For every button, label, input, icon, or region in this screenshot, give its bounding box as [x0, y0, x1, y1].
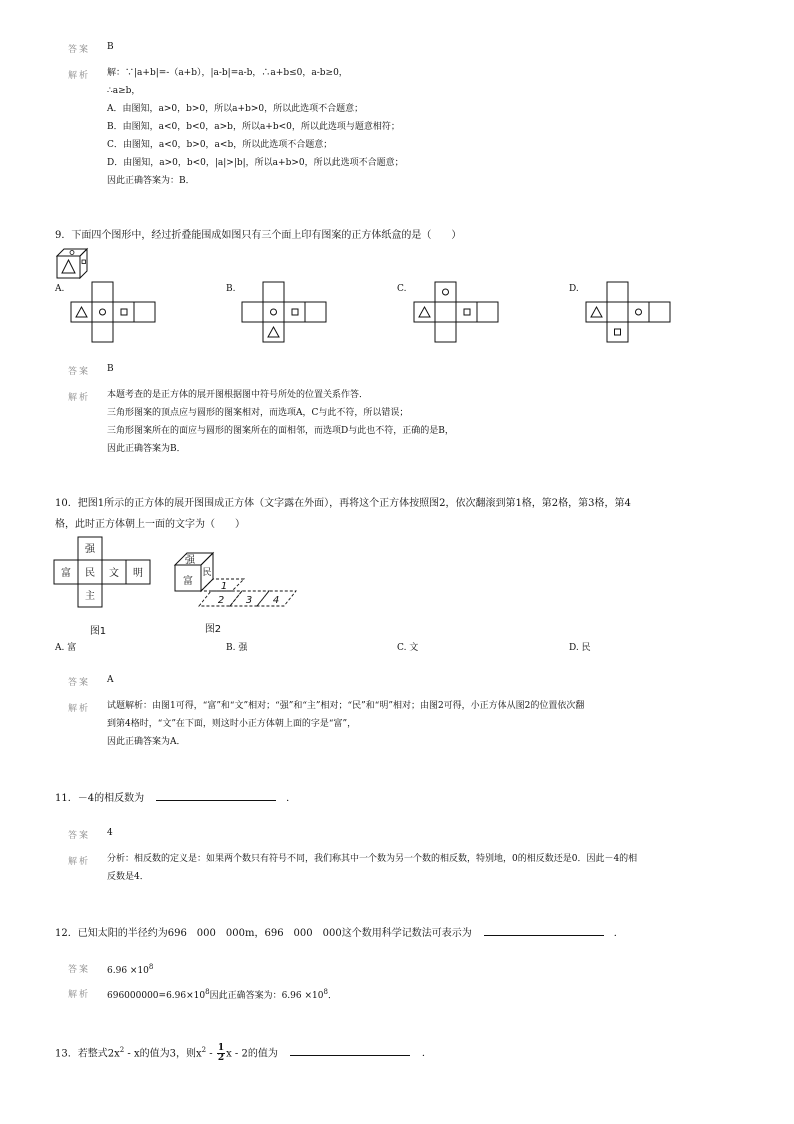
track-cell-2: 2 [217, 595, 225, 606]
answer-label: 答案 [68, 965, 91, 975]
q10-question-line1: 10．把图1所示的正方体的展开图围成正方体（文字露在外面），再将这个正方体按照图2，依次翻滚到第1格，第2格，第3格，第4 [55, 498, 631, 509]
q12-analysis: $696000000=6.96\times 10^8$因此正确答案为：$6.96 \times 10^8$． [107, 988, 337, 1001]
answer-label: 答案 [68, 678, 91, 688]
net-char-bottom: 主 [85, 591, 95, 602]
q12-answer-blank[interactable] [484, 925, 604, 936]
answer-label: 答案 [68, 45, 91, 55]
cube-char-front: 富 [183, 576, 193, 587]
net-char-top: 强 [85, 544, 95, 555]
triangle-icon [62, 260, 75, 273]
q12-question: 12．已知太阳的半径约为696 000 000m，696 000 000这个数用科学记数法可表示为 ． [55, 925, 624, 941]
analysis-label: 解析 [68, 857, 91, 867]
analysis-label: 解析 [68, 71, 91, 81]
track-cell-4: 4 [272, 595, 280, 606]
q12-answer: $6.96 \times 10^8$ [107, 963, 154, 976]
q9-question: 9．下面四个图形中，经过折叠能围成如图只有三个面上印有图案的正方体纸盒的是（ ） [55, 230, 462, 241]
q11-answer-blank[interactable] [156, 790, 276, 801]
q10-figure1-net [52, 536, 154, 640]
q9-net-a [70, 280, 160, 344]
cube-char-side: 民 [202, 568, 212, 578]
net-char-left: 富 [61, 568, 71, 579]
q9-option-b: B. [226, 284, 236, 294]
q9-option-a: A. [55, 284, 65, 294]
q9-option-d: D. [569, 284, 579, 294]
answer-label: 答案 [68, 367, 91, 377]
track-cell-1: 1 [220, 581, 228, 592]
q9-cube-figure [56, 247, 96, 279]
q9-net-c [413, 280, 503, 344]
track-cell-3: 3 [245, 595, 253, 606]
analysis-label: 解析 [68, 393, 91, 403]
net-char-right2: 明 [133, 568, 143, 579]
fig2-caption: 图2 [204, 624, 222, 635]
q9-net-d [585, 280, 675, 344]
q13-fraction: $\frac{1}{2}$ [217, 1043, 225, 1064]
q8-answer: B [107, 42, 114, 52]
q10-figure2-track [168, 548, 308, 638]
q13-question: 13．若整式$2x^2$ - x的值为3，则$x^2$ - $\frac{1}{2}$ x - 2的值为 ． [55, 1043, 432, 1064]
net-char-center: 民 [85, 568, 95, 579]
analysis-label: 解析 [68, 704, 91, 714]
q10-question-line2: 格，此时正方体朝上一面的文字为（ ） [55, 519, 245, 530]
circle-icon [70, 251, 74, 255]
analysis-label: 解析 [68, 990, 91, 1000]
fig1-caption: 图1 [89, 626, 107, 637]
q11-answer: 4 [107, 828, 113, 838]
q10-option-d: D. 民 [569, 643, 591, 653]
answer-label: 答案 [68, 831, 91, 841]
q10-answer: A [107, 675, 114, 685]
q9-answer: B [107, 364, 114, 374]
q10-option-b: B. 强 [226, 643, 248, 653]
q10-option-a: A. 富 [55, 643, 77, 653]
q9-option-c: C. [397, 284, 407, 294]
square-icon [82, 260, 86, 264]
q13-answer-blank[interactable] [290, 1045, 410, 1056]
q11-question: 11．－4的相反数为 ． [55, 790, 296, 806]
q10-option-c: C. 文 [397, 643, 419, 653]
cube-char-top: 强 [185, 555, 195, 566]
q9-net-b [241, 280, 331, 344]
net-char-right1: 文 [109, 568, 119, 579]
